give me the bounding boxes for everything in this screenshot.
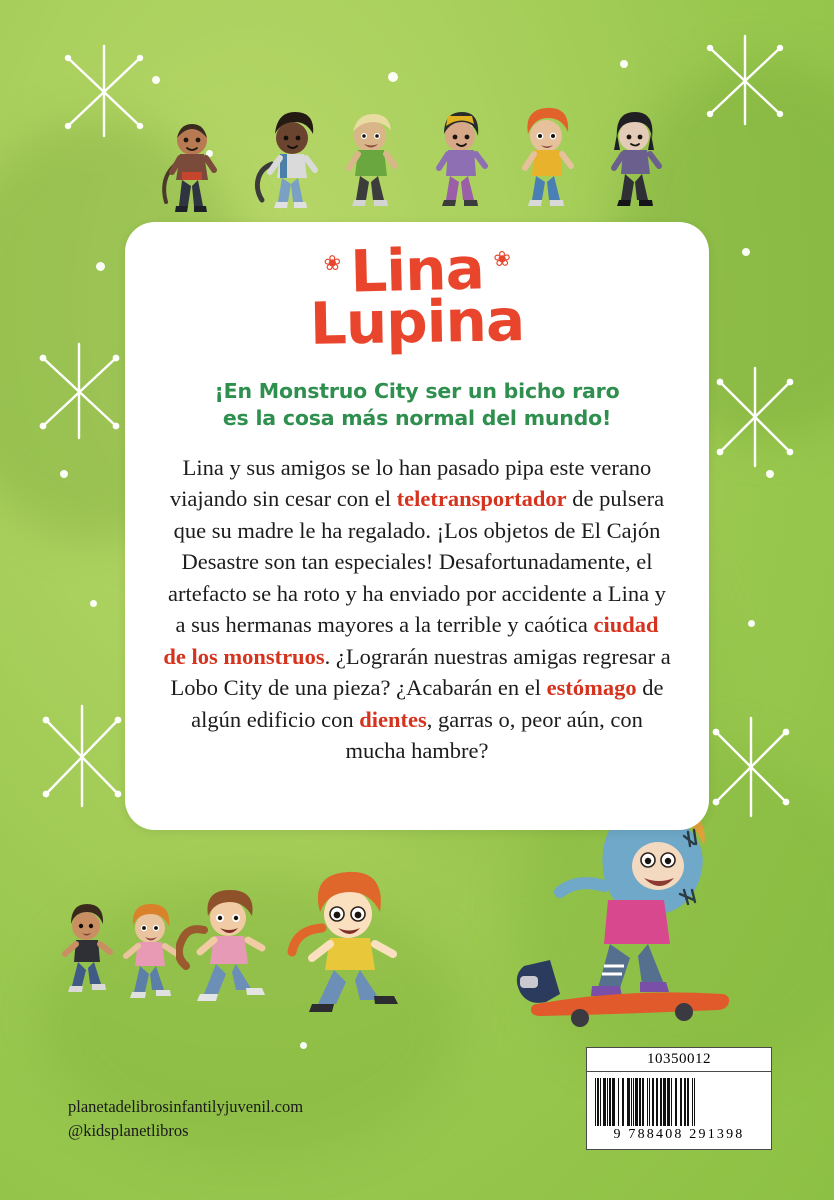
series-logo: [163, 222, 671, 358]
tagline: [163, 378, 671, 432]
blurb-highlight: teletransportador: [396, 486, 567, 512]
decorative-dot: [742, 248, 750, 256]
character-illustration-top-3: [336, 110, 412, 218]
character-illustration-top-2: [250, 104, 330, 216]
character-illustration-lina: [282, 868, 420, 1028]
barcode-ean: 9 788408 291398: [613, 1127, 745, 1142]
blurb-segment: de pulsera que su madre le ha regalado. ¡Los objetos de El Cajón Desastre son tan especiales! Desafortunadamente, el artefacto se ha roto y ha enviado por accidente a Lina y a sus hermanas mayores a la terrible y caótica: [168, 486, 666, 638]
decorative-dot: [90, 600, 97, 607]
decorative-dot: [388, 72, 398, 82]
decorative-dot: [152, 76, 160, 84]
character-illustration-bottom-3: [176, 884, 284, 1016]
tagline-line-2: es la cosa más normal del mundo!: [222, 405, 612, 430]
back-cover-text-panel: [125, 222, 709, 830]
blurb-segment: , garras o, peor aún, con mucha hambre?: [345, 706, 643, 764]
tagline-line-1: ¡En Monstruo City ser un bicho raro: [214, 378, 620, 403]
decorative-dot: [96, 262, 105, 271]
character-illustration-top-6: [598, 108, 674, 218]
barcode-bar: [694, 1078, 695, 1126]
blurb-highlight: estómago: [546, 675, 637, 701]
character-illustration-top-1: [158, 118, 230, 218]
blurb-segment: Lina y sus amigos se lo han pasado pipa este verano viajando sin cesar con el: [169, 454, 652, 512]
publisher-footer: [68, 1095, 303, 1142]
barcode-body: [587, 1072, 771, 1149]
decorative-dot: [300, 1042, 307, 1049]
publisher-social-handle: @kidsplanetlibros: [68, 1120, 189, 1140]
decorative-dot: [766, 470, 774, 478]
publisher-website: planetadelibrosinfantilyjuvenil.com: [68, 1097, 304, 1117]
blurb-segment: . ¿Lograrán nuestras amigas regresar a Lobo City de una pieza? ¿Acabarán en el: [170, 643, 671, 701]
paw-print-icon: ❀: [323, 250, 341, 276]
barcode-sku: 10350012: [587, 1048, 771, 1072]
barcode-block: [586, 1047, 772, 1150]
barcode-bars: [595, 1078, 763, 1126]
paw-print-icon: ❀: [493, 246, 511, 272]
series-title-line1: Lina: [349, 234, 485, 306]
blurb-segment: de algún edificio con: [191, 675, 664, 732]
decorative-dot: [60, 470, 68, 478]
blurb-text: [163, 452, 671, 767]
blurb-highlight: dientes: [359, 706, 427, 732]
character-illustration-top-4: [424, 108, 500, 218]
decorative-dot: [748, 620, 755, 627]
blurb-highlight: ciudad de los monstruos: [163, 612, 659, 669]
character-illustration-top-5: [508, 104, 588, 218]
sparkle-icon: [22, 690, 142, 820]
series-title-line2: Lupina: [309, 286, 525, 358]
decorative-dot: [620, 60, 628, 68]
